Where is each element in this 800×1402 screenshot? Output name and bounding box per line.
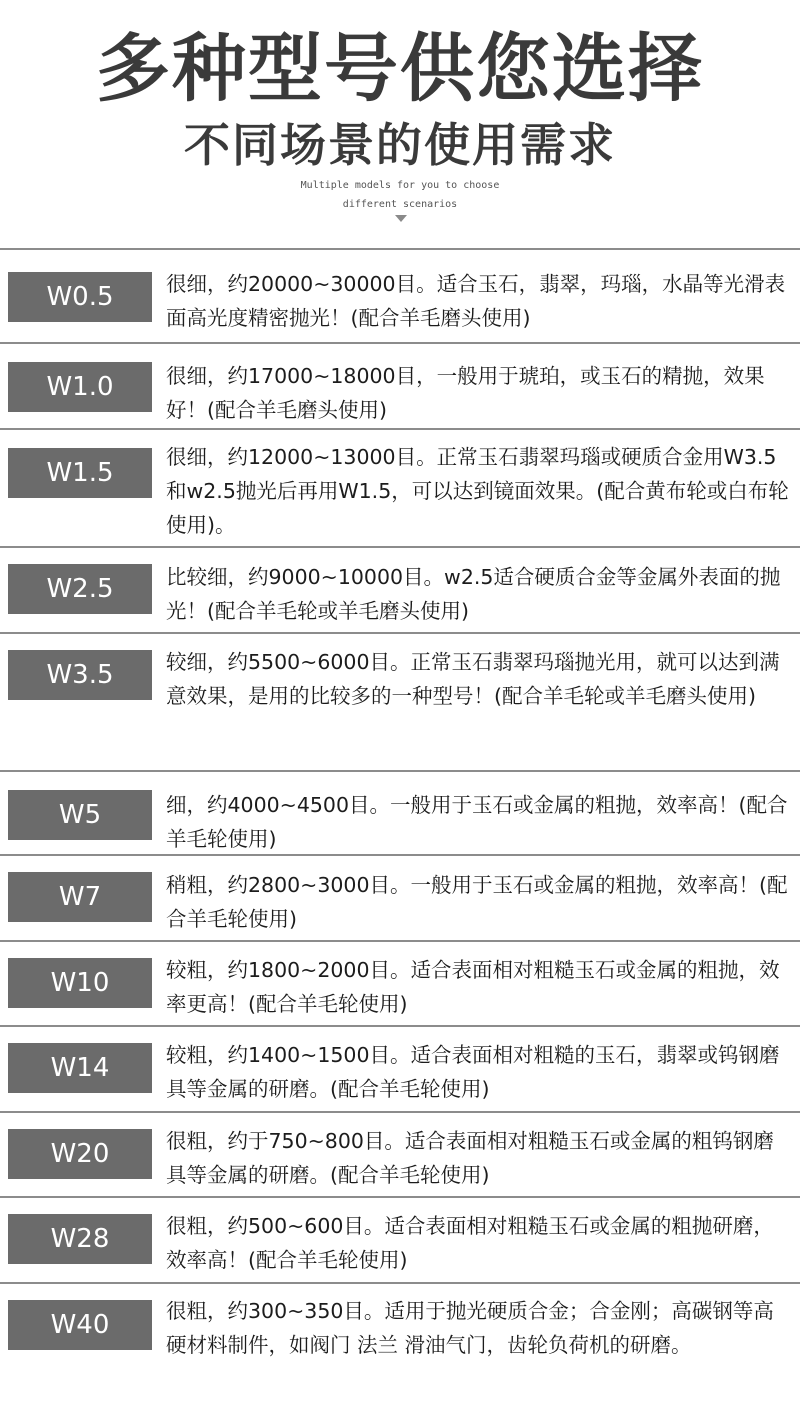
model-description: 很细，约20000~30000目。适合玉石，翡翠，玛瑙，水晶等光滑表面高光度精密抛光！(配合羊毛磨头使用) <box>166 272 786 330</box>
model-row-w7 <box>0 854 800 940</box>
model-description: 稍粗，约2800~3000目。一般用于玉石或金属的粗抛，效率高！(配合羊毛轮使用) <box>166 873 788 931</box>
model-row-w2-5 <box>0 546 800 632</box>
model-description: 很粗，约300~350目。适用于抛光硬质合金；合金刚；高碳钢等高硬材料制件，如阀门 法兰 滑油气门，齿轮负荷机的研磨。 <box>166 1299 774 1357</box>
model-row-w40 <box>0 1282 800 1402</box>
model-description: 很细，约12000~13000目。正常玉石翡翠玛瑙或硬质合金用W3.5和w2.5抛光后再用W1.5，可以达到镜面效果。(配合黄布轮或白布轮使用)。 <box>166 445 789 537</box>
model-row-w1-0 <box>0 342 800 428</box>
model-badge: W14 <box>8 1043 152 1093</box>
model-row-w20 <box>0 1111 800 1196</box>
model-row-w1-5 <box>0 428 800 546</box>
model-row-w3-5 <box>0 632 800 770</box>
page-subtitle: 不同场景的使用需求 <box>184 118 616 172</box>
model-row-w10 <box>0 940 800 1025</box>
model-description: 很粗，约500~600目。适合表面相对粗糙玉石或金属的粗抛研磨，效率高！(配合羊毛轮使用) <box>166 1214 774 1272</box>
header <box>0 0 800 240</box>
english-caption-line1: Multiple models for you to choose <box>300 180 500 191</box>
model-description: 很粗，约于750~800目。适合表面相对粗糙玉石或金属的粗钨钢磨具等金属的研磨。(配合羊毛轮使用) <box>166 1129 774 1187</box>
model-row-w5 <box>0 770 800 854</box>
model-badge: W3.5 <box>8 650 152 700</box>
model-description: 较粗，约1800~2000目。适合表面相对粗糙玉石或金属的粗抛，效率更高！(配合羊毛轮使用) <box>166 958 780 1016</box>
model-badge: W1.5 <box>8 448 152 498</box>
model-description: 较细，约5500~6000目。正常玉石翡翠玛瑙抛光用，就可以达到满意效果，是用的比较多的一种型号！(配合羊毛轮或羊毛磨头使用) <box>166 650 780 708</box>
model-description: 很细，约17000~18000目，一般用于琥珀，或玉石的精抛，效果好！(配合羊毛磨头使用) <box>166 364 765 422</box>
model-badge: W0.5 <box>8 272 152 322</box>
page-title: 多种型号供您选择 <box>96 26 704 112</box>
model-description: 细，约4000~4500目。一般用于玉石或金属的粗抛，效率高！(配合羊毛轮使用) <box>166 793 788 851</box>
model-badge: W5 <box>8 790 152 840</box>
model-row-w0-5 <box>0 248 800 342</box>
down-arrow-icon <box>395 215 407 222</box>
model-badge: W28 <box>8 1214 152 1264</box>
model-badge: W7 <box>8 872 152 922</box>
english-caption-line2: different scenarios <box>342 199 458 210</box>
model-list <box>0 248 800 1402</box>
model-row-w14 <box>0 1025 800 1111</box>
model-badge: W2.5 <box>8 564 152 614</box>
model-description: 较粗，约1400~1500目。适合表面相对粗糙的玉石，翡翠或钨钢磨具等金属的研磨。(配合羊毛轮使用) <box>166 1043 780 1101</box>
model-badge: W40 <box>8 1300 152 1350</box>
model-badge: W20 <box>8 1129 152 1179</box>
model-badge: W10 <box>8 958 152 1008</box>
model-row-w28 <box>0 1196 800 1282</box>
model-badge: W1.0 <box>8 362 152 412</box>
model-description: 比较细，约9000~10000目。w2.5适合硬质合金等金属外表面的抛光！(配合羊毛轮或羊毛磨头使用) <box>166 565 781 623</box>
